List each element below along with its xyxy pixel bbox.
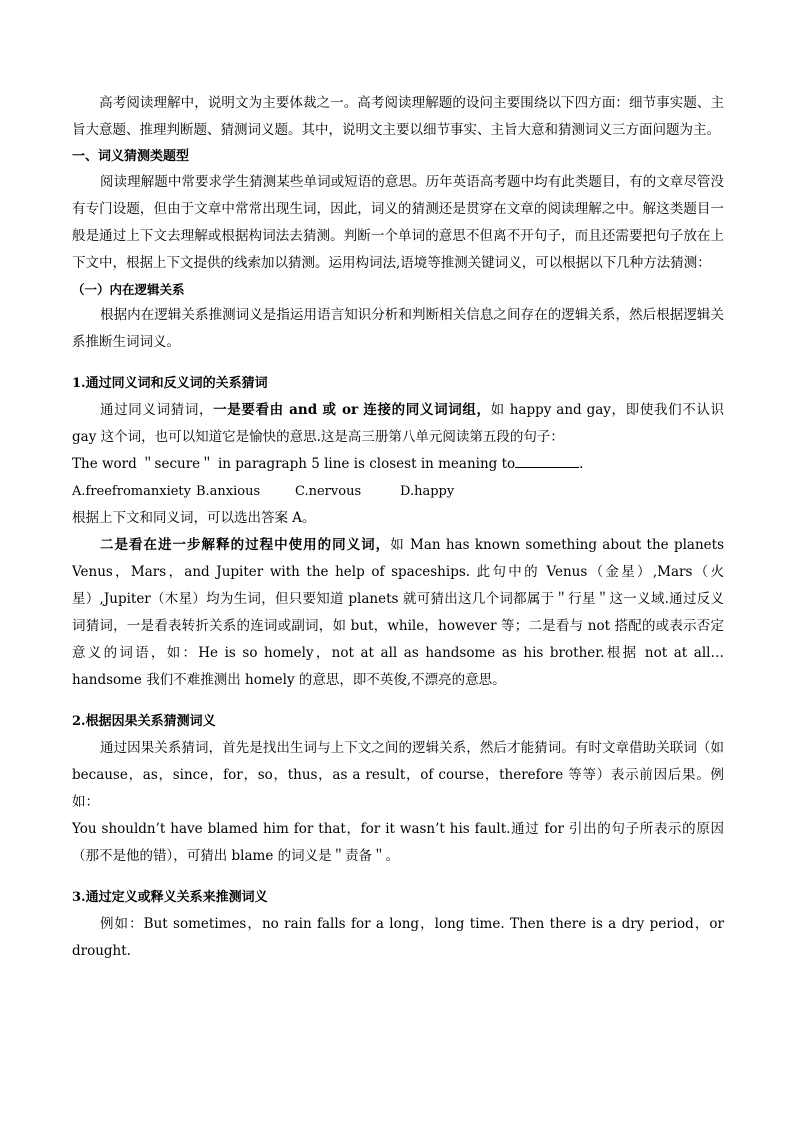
item2-heading: 2.根据因果关系猜测词义	[72, 714, 216, 729]
section1-paragraph: 阅读理解题中常要求学生猜测某些单词或短语的意思。历年英语高考题中均有此类题目，有的文章尽管没有专门设题，但由于文章中常常出现生词，因此，词义的猜测还是贯穿在文章的阅读理解之中。解这类题目一般是通过上下文去理解或根据构词法去猜测。判断一个单词的意思不但离不开句子，而且还需要把句子放在上下文中，根据上下文提供的线索加以猜测。运用构词法,语境等推测关键词义，可以根据以下几种方法猜测：	[72, 174, 724, 271]
item1-question	[72, 451, 724, 478]
option-b: B.anxious	[196, 484, 261, 499]
item1-p1-lead: 通过同义词猜词，	[100, 402, 214, 418]
option-c: C.nervous	[295, 484, 362, 499]
item1-heading: 1.通过同义词和反义词的关系猜词	[72, 376, 268, 391]
spacer	[72, 870, 724, 884]
spacer	[72, 356, 724, 370]
option-d: D.happy	[400, 484, 455, 499]
item1-question-end: .	[579, 456, 584, 472]
item1-p2-emphasis: 二是看在进一步解释的过程中使用的同义词，	[100, 537, 391, 553]
item3-heading: 3.通过定义或释义关系来推测词义	[72, 890, 268, 905]
document-page	[72, 90, 724, 965]
item1-p1-rest: 如 happy and gay，即使我们不认识 gay 这个词，也可以知道它是愉快的意思.这是高三册第八单元阅读第五段的句子：	[72, 402, 725, 445]
option-a: A.freefromanxiety	[72, 484, 191, 499]
item3-paragraph: 例如：But sometimes，no rain falls for a long，long time. Then there is a dry period，or drought.	[72, 916, 724, 959]
item1-answer: 根据上下文和同义词，可以选出答案 A。	[72, 510, 316, 526]
item1-p1-emphasis: 一是要看由 and 或 or 连接的同义词词组，	[213, 402, 491, 418]
item1-paragraph2	[72, 532, 724, 694]
item1-paragraph1	[72, 397, 724, 451]
item1-options	[72, 478, 724, 505]
section1-heading: 一、词义猜测类题型	[72, 149, 190, 164]
answer-blank	[515, 455, 579, 468]
subsection1-paragraph: 根据内在逻辑关系推测词义是指运用语言知识分析和判断相关信息之间存在的逻辑关系，然后根据逻辑关系推断生词词义。	[72, 307, 724, 350]
item1-question-text: The word ＂secure＂ in paragraph 5 line is closest in meaning to	[72, 456, 516, 472]
item2-example: You shouldn’t have blamed him for that，for it wasn’t his fault.通过 for 引出的句子所表示的原因（那不是他的错），可猜出 blame 的词义是＂责备＂。	[72, 821, 724, 864]
item1-p2-rest: 如 Man has known something about the planets Venus，Mars，and Jupiter with the help of spaceships. 此句中的 Venus（金星）,Mars（火星）,Jupiter（木星）均为生词，但只要知道 planets 就可猜出这几个词都属于＂行星＂这一义域.通过反义词猜词，一是看表转折关系的连词或副词，如 but，while，however 等；二是看与 not 搭配的或表示否定意义的词语，如：He is so homely，not at all as handsome as his brother.根据 not at all…handsome 我们不难推测出 homely 的意思，即不英俊,不漂亮的意思。	[72, 537, 724, 688]
intro-paragraph: 高考阅读理解中，说明文为主要体裁之一。高考阅读理解题的设问主要围绕以下四方面：细节事实题、主旨大意题、推理判断题、猜测词义题。其中，说明文主要以细节事实、主旨大意和猜测词义三方面问题为主。	[72, 95, 724, 138]
subsection1-heading: （一）内在逻辑关系	[72, 282, 185, 297]
item2-paragraph: 通过因果关系猜词，首先是找出生词与上下文之间的逻辑关系，然后才能猜词。有时文章借助关联词（如 because，as，since，for，so，thus，as a result，of course，therefore 等等）表示前因后果。例如：	[72, 740, 724, 810]
spacer	[72, 694, 724, 708]
